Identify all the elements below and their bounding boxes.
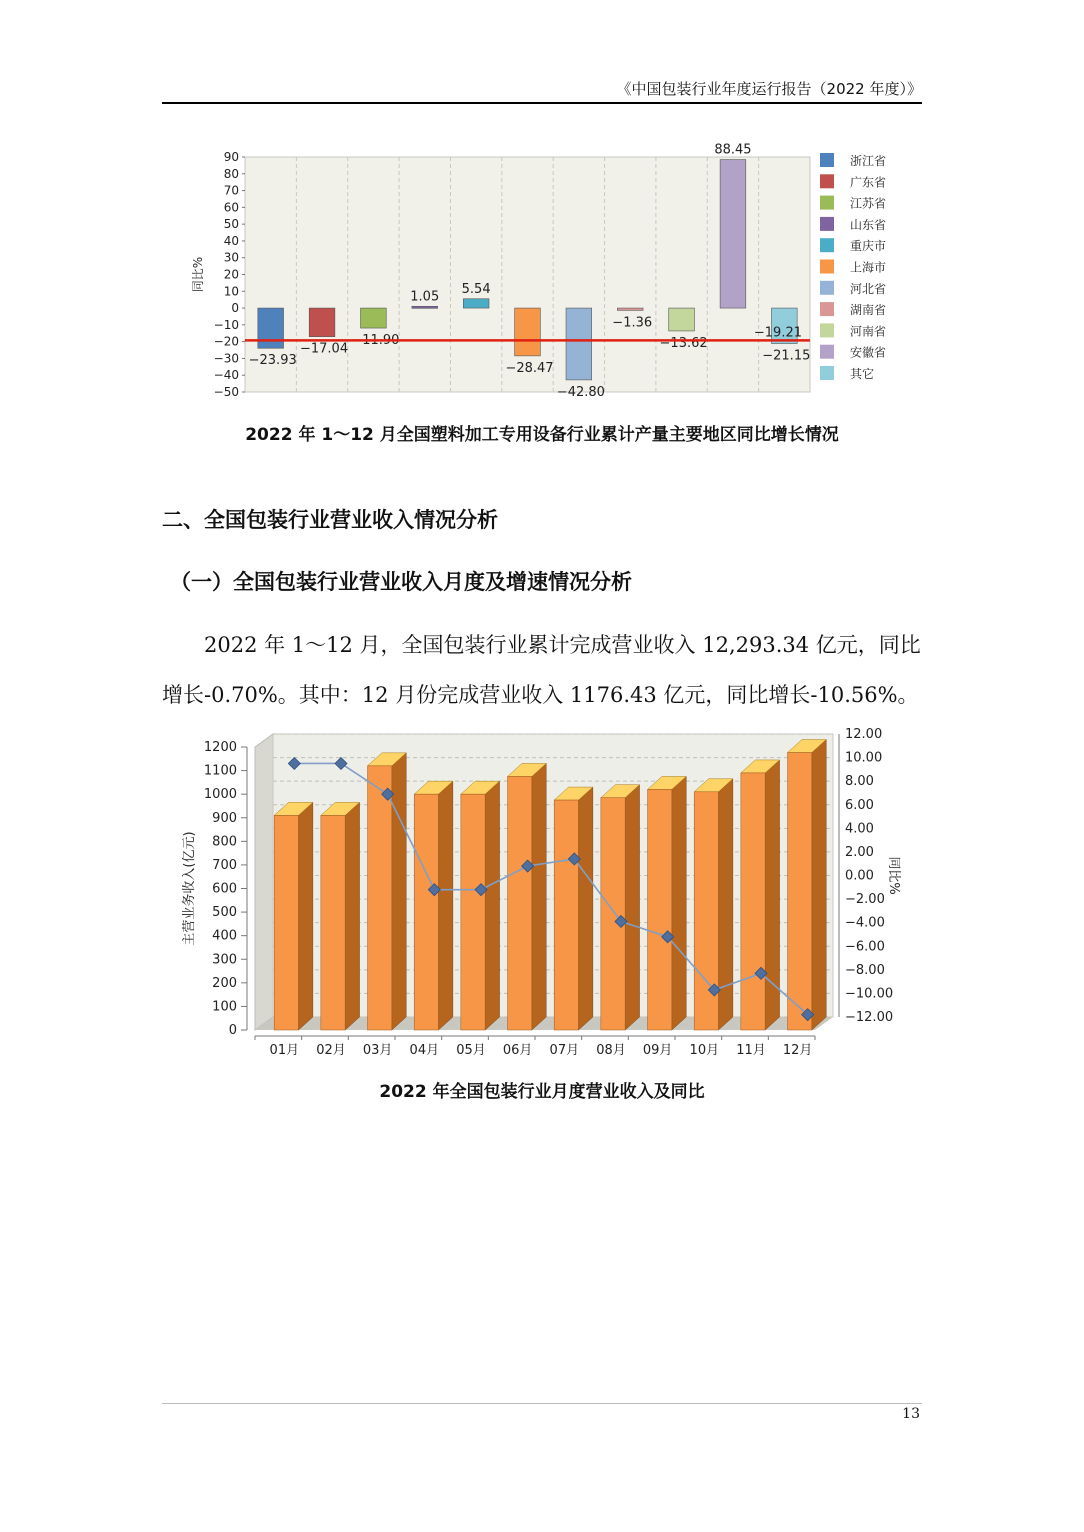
data-label: −1.36 [612, 315, 653, 331]
x-tick-label: 03月 [362, 1043, 393, 1058]
bar-side [298, 802, 312, 1030]
y2-tick-label: −12.00 [845, 1010, 894, 1025]
subsection-heading: （一）全国包装行业营业收入月度及增速情况分析 [170, 570, 632, 594]
bar-side [485, 781, 499, 1030]
x-tick-label: 01月 [269, 1043, 300, 1058]
y-tick-label: 1100 [203, 763, 237, 779]
legend-item: 重庆市 [850, 239, 887, 254]
y-tick-label: 100 [212, 999, 237, 1015]
bar-10 [720, 160, 746, 308]
bar-side [438, 781, 452, 1030]
y2-tick-label: −10.00 [845, 986, 894, 1002]
y2-tick-label: −8.00 [845, 962, 885, 978]
y-tick-label: 20 [223, 267, 239, 282]
revenue-bar-3 [368, 766, 392, 1030]
y-tick-label: 700 [212, 857, 237, 873]
revenue-bar-7 [554, 800, 578, 1030]
bar-3 [361, 308, 387, 328]
chart1-caption: 2022 年 1～12 月全国塑料加工专用设备行业累计产量主要地区同比增长情况 [245, 425, 839, 445]
y-tick-label: 600 [212, 881, 237, 897]
legend-swatch [820, 281, 834, 295]
bar-side [578, 787, 592, 1030]
bar-side [718, 779, 732, 1030]
bar-side [765, 760, 779, 1030]
page-number: 13 [902, 1406, 920, 1422]
y2-tick-label: −6.00 [845, 939, 885, 955]
y-tick-label: 900 [212, 810, 237, 826]
y-tick-label: 30 [223, 250, 239, 265]
y2-tick-label: 4.00 [845, 821, 874, 837]
y-tick-label: 80 [223, 166, 239, 181]
y2-tick-label: 8.00 [845, 774, 874, 790]
x-tick-label: 08月 [596, 1043, 626, 1058]
y-tick-label: 50 [223, 217, 239, 232]
bar-4 [412, 306, 438, 308]
x-tick-label: 06月 [502, 1043, 533, 1058]
y2-tick-label: −2.00 [845, 892, 885, 908]
legend-item: 湖南省 [850, 303, 887, 318]
bar-2 [309, 308, 335, 337]
legend-swatch [820, 366, 834, 380]
y-tick-label: 0 [231, 301, 239, 316]
legend-item: 江苏省 [850, 196, 887, 211]
revenue-bar-4 [414, 794, 438, 1030]
data-label: 5.54 [461, 281, 491, 297]
y2-tick-label: −4.00 [845, 915, 885, 931]
y2-tick-label: 0.00 [845, 868, 874, 884]
legend-swatch [820, 174, 834, 188]
page-header [162, 76, 922, 104]
bar-side [532, 763, 546, 1030]
bar-9 [669, 308, 695, 331]
legend-item: 河北省 [850, 281, 887, 296]
revenue-bar-1 [274, 815, 298, 1030]
revenue-bar-5 [461, 794, 485, 1030]
data-label: −13.62 [659, 335, 708, 351]
y-tick-label: 0 [228, 1023, 237, 1038]
y-tick-label: 70 [223, 183, 239, 198]
y-tick-label: −50 [213, 385, 239, 399]
section-heading: 二、全国包装行业营业收入情况分析 [162, 508, 498, 532]
bar-6 [515, 308, 541, 356]
revenue-bar-8 [601, 798, 625, 1030]
y-axis-label: 主营业务收入(亿元) [182, 831, 197, 946]
bar-7 [566, 308, 592, 380]
data-label: −42.80 [556, 384, 605, 400]
x-tick-label: 09月 [642, 1043, 673, 1058]
y2-axis-label: 同比% [886, 856, 901, 895]
y-tick-label: −10 [213, 317, 239, 332]
revenue-bar-6 [508, 776, 532, 1030]
bar-side [672, 776, 686, 1030]
legend-swatch [820, 323, 834, 337]
x-tick-label: 10月 [689, 1043, 720, 1058]
x-tick-label: 07月 [549, 1043, 580, 1058]
legend-item: 山东省 [850, 217, 887, 232]
bar-side [812, 740, 826, 1030]
bar-side [345, 802, 359, 1030]
data-label: −23.93 [248, 353, 297, 369]
y-tick-label: 500 [212, 905, 237, 921]
bar-side [392, 753, 406, 1030]
y-tick-label: 40 [223, 233, 239, 248]
x-tick-label: 11月 [736, 1043, 766, 1058]
revenue-bar-9 [648, 789, 672, 1030]
revenue-bar-11 [741, 773, 765, 1030]
data-label: −21.15 [762, 348, 811, 364]
legend-swatch [820, 196, 834, 210]
data-label: −28.47 [505, 360, 554, 376]
monthly-revenue-chart [175, 722, 905, 1067]
y-tick-label: 60 [223, 200, 239, 215]
legend-item: 其它 [850, 367, 875, 381]
x-tick-label: 12月 [782, 1043, 813, 1058]
paragraph-text: 2022 年 1～12 月，全国包装行业累计完成营业收入 12,293.34 亿元，同比增长-0.70%。其中：12 月份完成营业收入 1176.43 亿元，同比增长-10.56%。 [162, 633, 921, 707]
y-axis-label: 同比% [191, 256, 205, 293]
x-tick-label: 04月 [409, 1043, 440, 1058]
legend-item: 广东省 [850, 175, 887, 190]
data-label: −17.04 [299, 341, 349, 357]
bar-8 [617, 308, 643, 310]
y-tick-label: 1200 [203, 740, 237, 755]
y2-tick-label: 2.00 [845, 844, 874, 860]
y-tick-label: 300 [212, 952, 237, 968]
y-tick-label: 10 [223, 284, 239, 299]
y2-tick-label: 12.00 [845, 727, 883, 742]
reference-label: −19.21 [753, 325, 802, 341]
chart2-caption: 2022 年全国包装行业月度营业收入及同比 [379, 1082, 705, 1102]
legend-item: 河南省 [850, 324, 887, 339]
side-wall [255, 734, 273, 1030]
region-growth-chart [180, 135, 910, 410]
legend-swatch [820, 153, 834, 167]
bar-side [625, 785, 639, 1030]
x-tick-label: 02月 [316, 1043, 346, 1058]
y2-tick-label: 6.00 [845, 797, 874, 813]
x-tick-label: 05月 [456, 1043, 486, 1058]
bar-1 [258, 308, 284, 348]
body-paragraph [162, 620, 922, 720]
header-title: 《中国包装行业年度运行报告（2022 年度）》 [616, 80, 922, 98]
legend-swatch [820, 302, 834, 316]
footer-rule [162, 1403, 922, 1404]
legend-swatch [820, 345, 834, 359]
y-tick-label: −30 [213, 351, 239, 366]
bar-5 [463, 299, 489, 308]
legend-item: 上海市 [850, 260, 887, 275]
legend-item: 安徽省 [850, 345, 887, 360]
y2-tick-label: 10.00 [845, 750, 883, 766]
legend-swatch [820, 217, 834, 231]
y-tick-label: 400 [212, 928, 237, 944]
revenue-bar-12 [788, 753, 812, 1030]
y-tick-label: −40 [213, 368, 239, 383]
y-tick-label: 90 [223, 150, 239, 164]
legend-swatch [820, 238, 834, 252]
revenue-bar-2 [321, 815, 345, 1030]
data-label: 1.05 [410, 289, 440, 305]
y-tick-label: 800 [212, 834, 237, 850]
legend-swatch [820, 260, 834, 274]
y-tick-label: 1000 [203, 787, 237, 803]
legend-item: 浙江省 [850, 154, 887, 168]
y-tick-label: −20 [213, 334, 239, 349]
data-label: 88.45 [714, 142, 752, 158]
data-label: −11.90 [351, 333, 400, 349]
y-tick-label: 200 [212, 975, 237, 991]
